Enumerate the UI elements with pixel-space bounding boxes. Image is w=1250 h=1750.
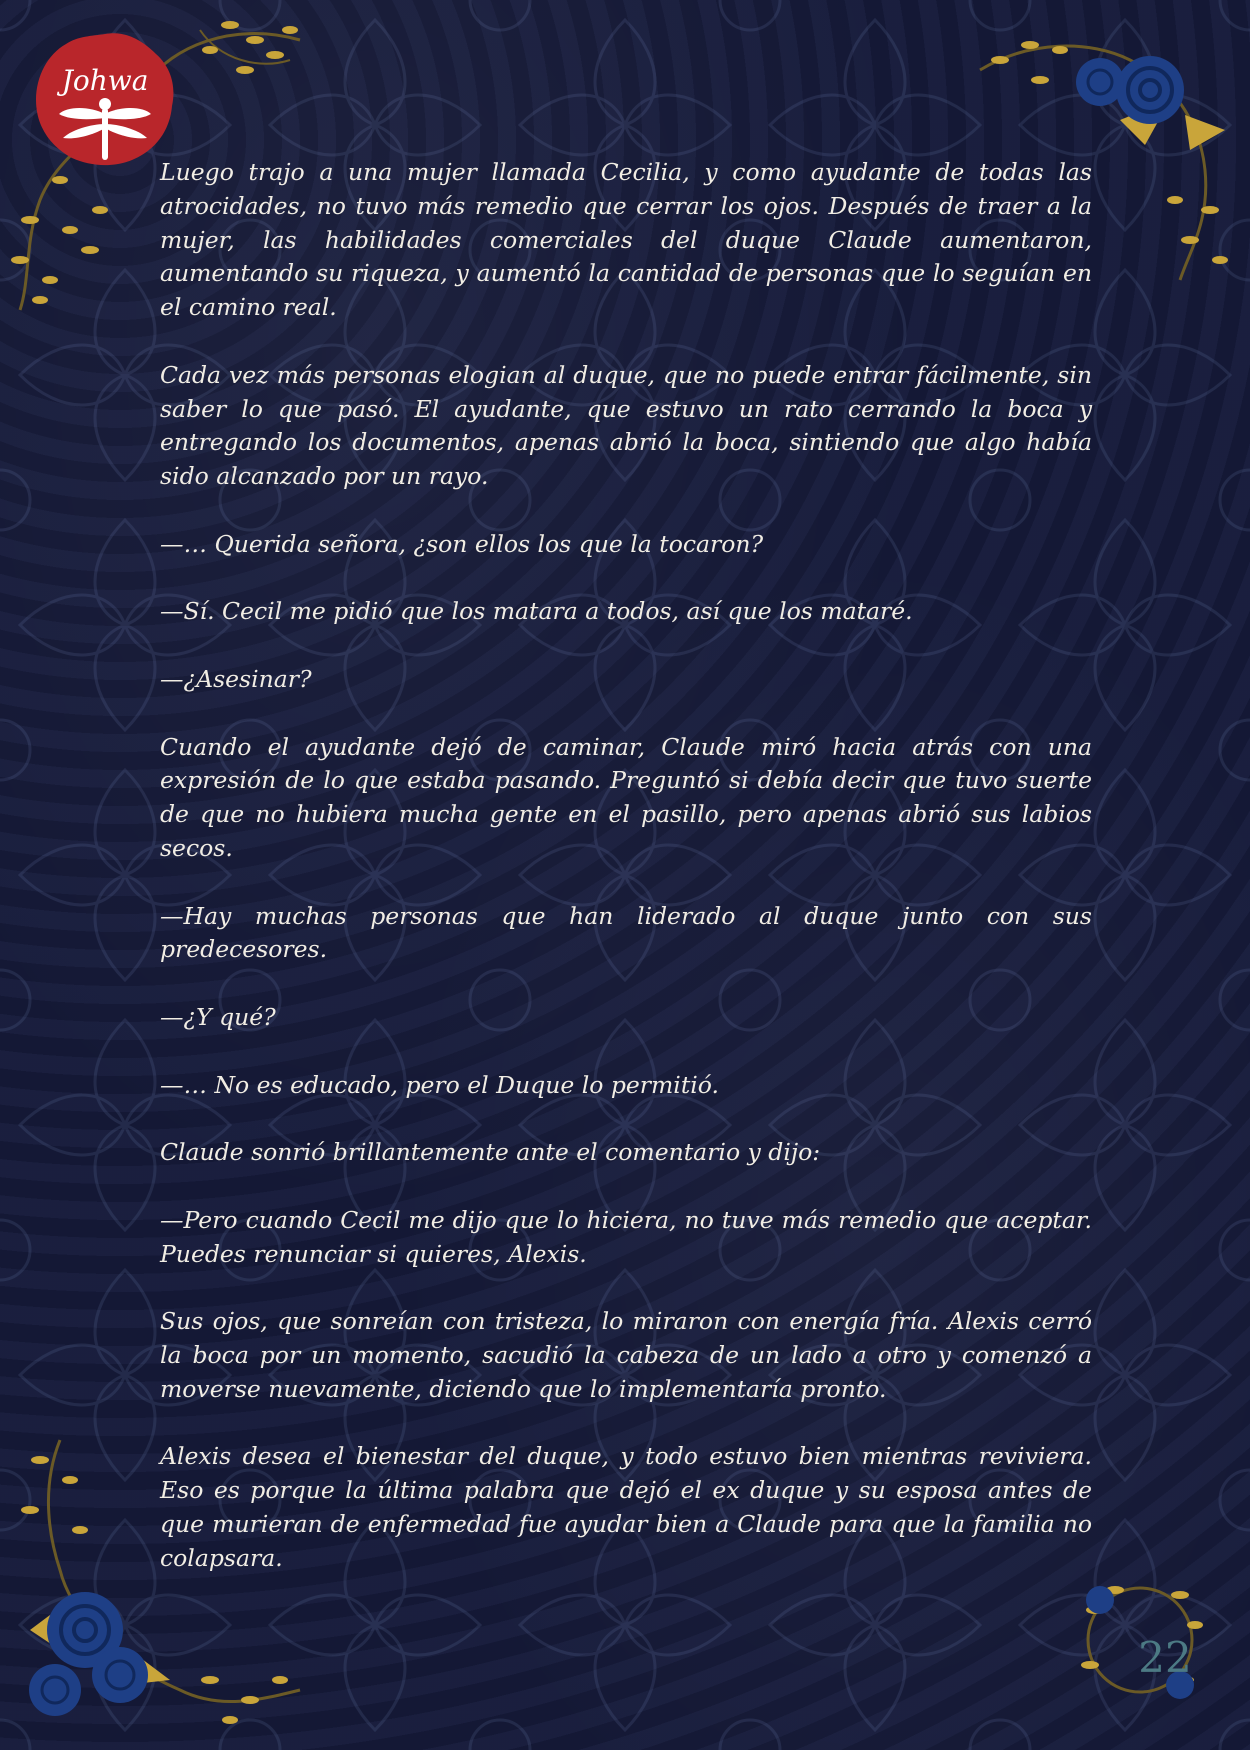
blue-rose-icon [29, 1592, 148, 1716]
dialogue-line: —… No es educado, pero el Duque lo permitió. [160, 1070, 719, 1099]
dialogue-line: —¿Y qué? [160, 1002, 276, 1031]
blue-rose-icon [1076, 56, 1184, 124]
paragraph: Cuando el ayudante dejó de caminar, Claude miró hacia atrás con una expresión de lo que estaba pasando. Preguntó si debía decir que tuvo suerte de que no hubiera mucha gente en el pasillo, pero apenas abrió sus labios secos. [160, 732, 1092, 862]
paragraph: Luego trajo a una mujer llamada Cecilia, y como ayudante de todas las atrocidades, no tuvo más remedio que cerrar los ojos. Después de traer a la mujer, las habilidades comerciales del duque Claude aumentaron, aumentando su riqueza, y aumentó la cantidad de personas que lo seguían en el camino real. [160, 158, 1092, 322]
page-number: 22 [1138, 1633, 1192, 1682]
dragonfly-icon [55, 94, 155, 164]
dialogue-line: —Pero cuando Cecil me dijo que lo hiciera, no tuve más remedio que aceptar. Puedes renunciar si quieres, Alexis. [160, 1205, 1092, 1268]
paragraph: Claude sonrió brillantemente ante el comentario y dijo: [160, 1138, 821, 1167]
chapter-text [160, 156, 1092, 1609]
johwa-logo [32, 28, 178, 168]
dialogue-line: —¿Asesinar? [160, 664, 312, 693]
logo-text: Johwa [61, 64, 149, 97]
paragraph: Alexis desea el bienestar del duque, y todo estuvo bien mientras reviviera. Eso es porque la última palabra que dejó el ex duque y su esposa antes de que murieran de enfermedad fue ayudar bien a Claude para que la familia no colapsara. [160, 1442, 1092, 1572]
dialogue-line: —Sí. Cecil me pidió que los matara a todos, así que los mataré. [160, 597, 913, 626]
paragraph: Sus ojos, que sonreían con tristeza, lo miraron con energía fría. Alexis cerró la boca por un momento, sacudió la cabeza de un lado a otro y comenzó a moverse nuevamente, diciendo que lo implementaría pronto. [160, 1307, 1092, 1403]
paragraph: Cada vez más personas elogian al duque, que no puede entrar fácilmente, sin saber lo que pasó. El ayudante, que estuvo un rato cerrando la boca y entregando los documentos, apenas abrió la boca, sintiendo que algo había sido alcanzado por un rayo. [160, 360, 1092, 491]
dialogue-line: —… Querida señora, ¿son ellos los que la tocaron? [160, 529, 764, 558]
dialogue-line: —Hay muchas personas que han liderado al duque junto con sus predecesores. [160, 901, 1092, 964]
